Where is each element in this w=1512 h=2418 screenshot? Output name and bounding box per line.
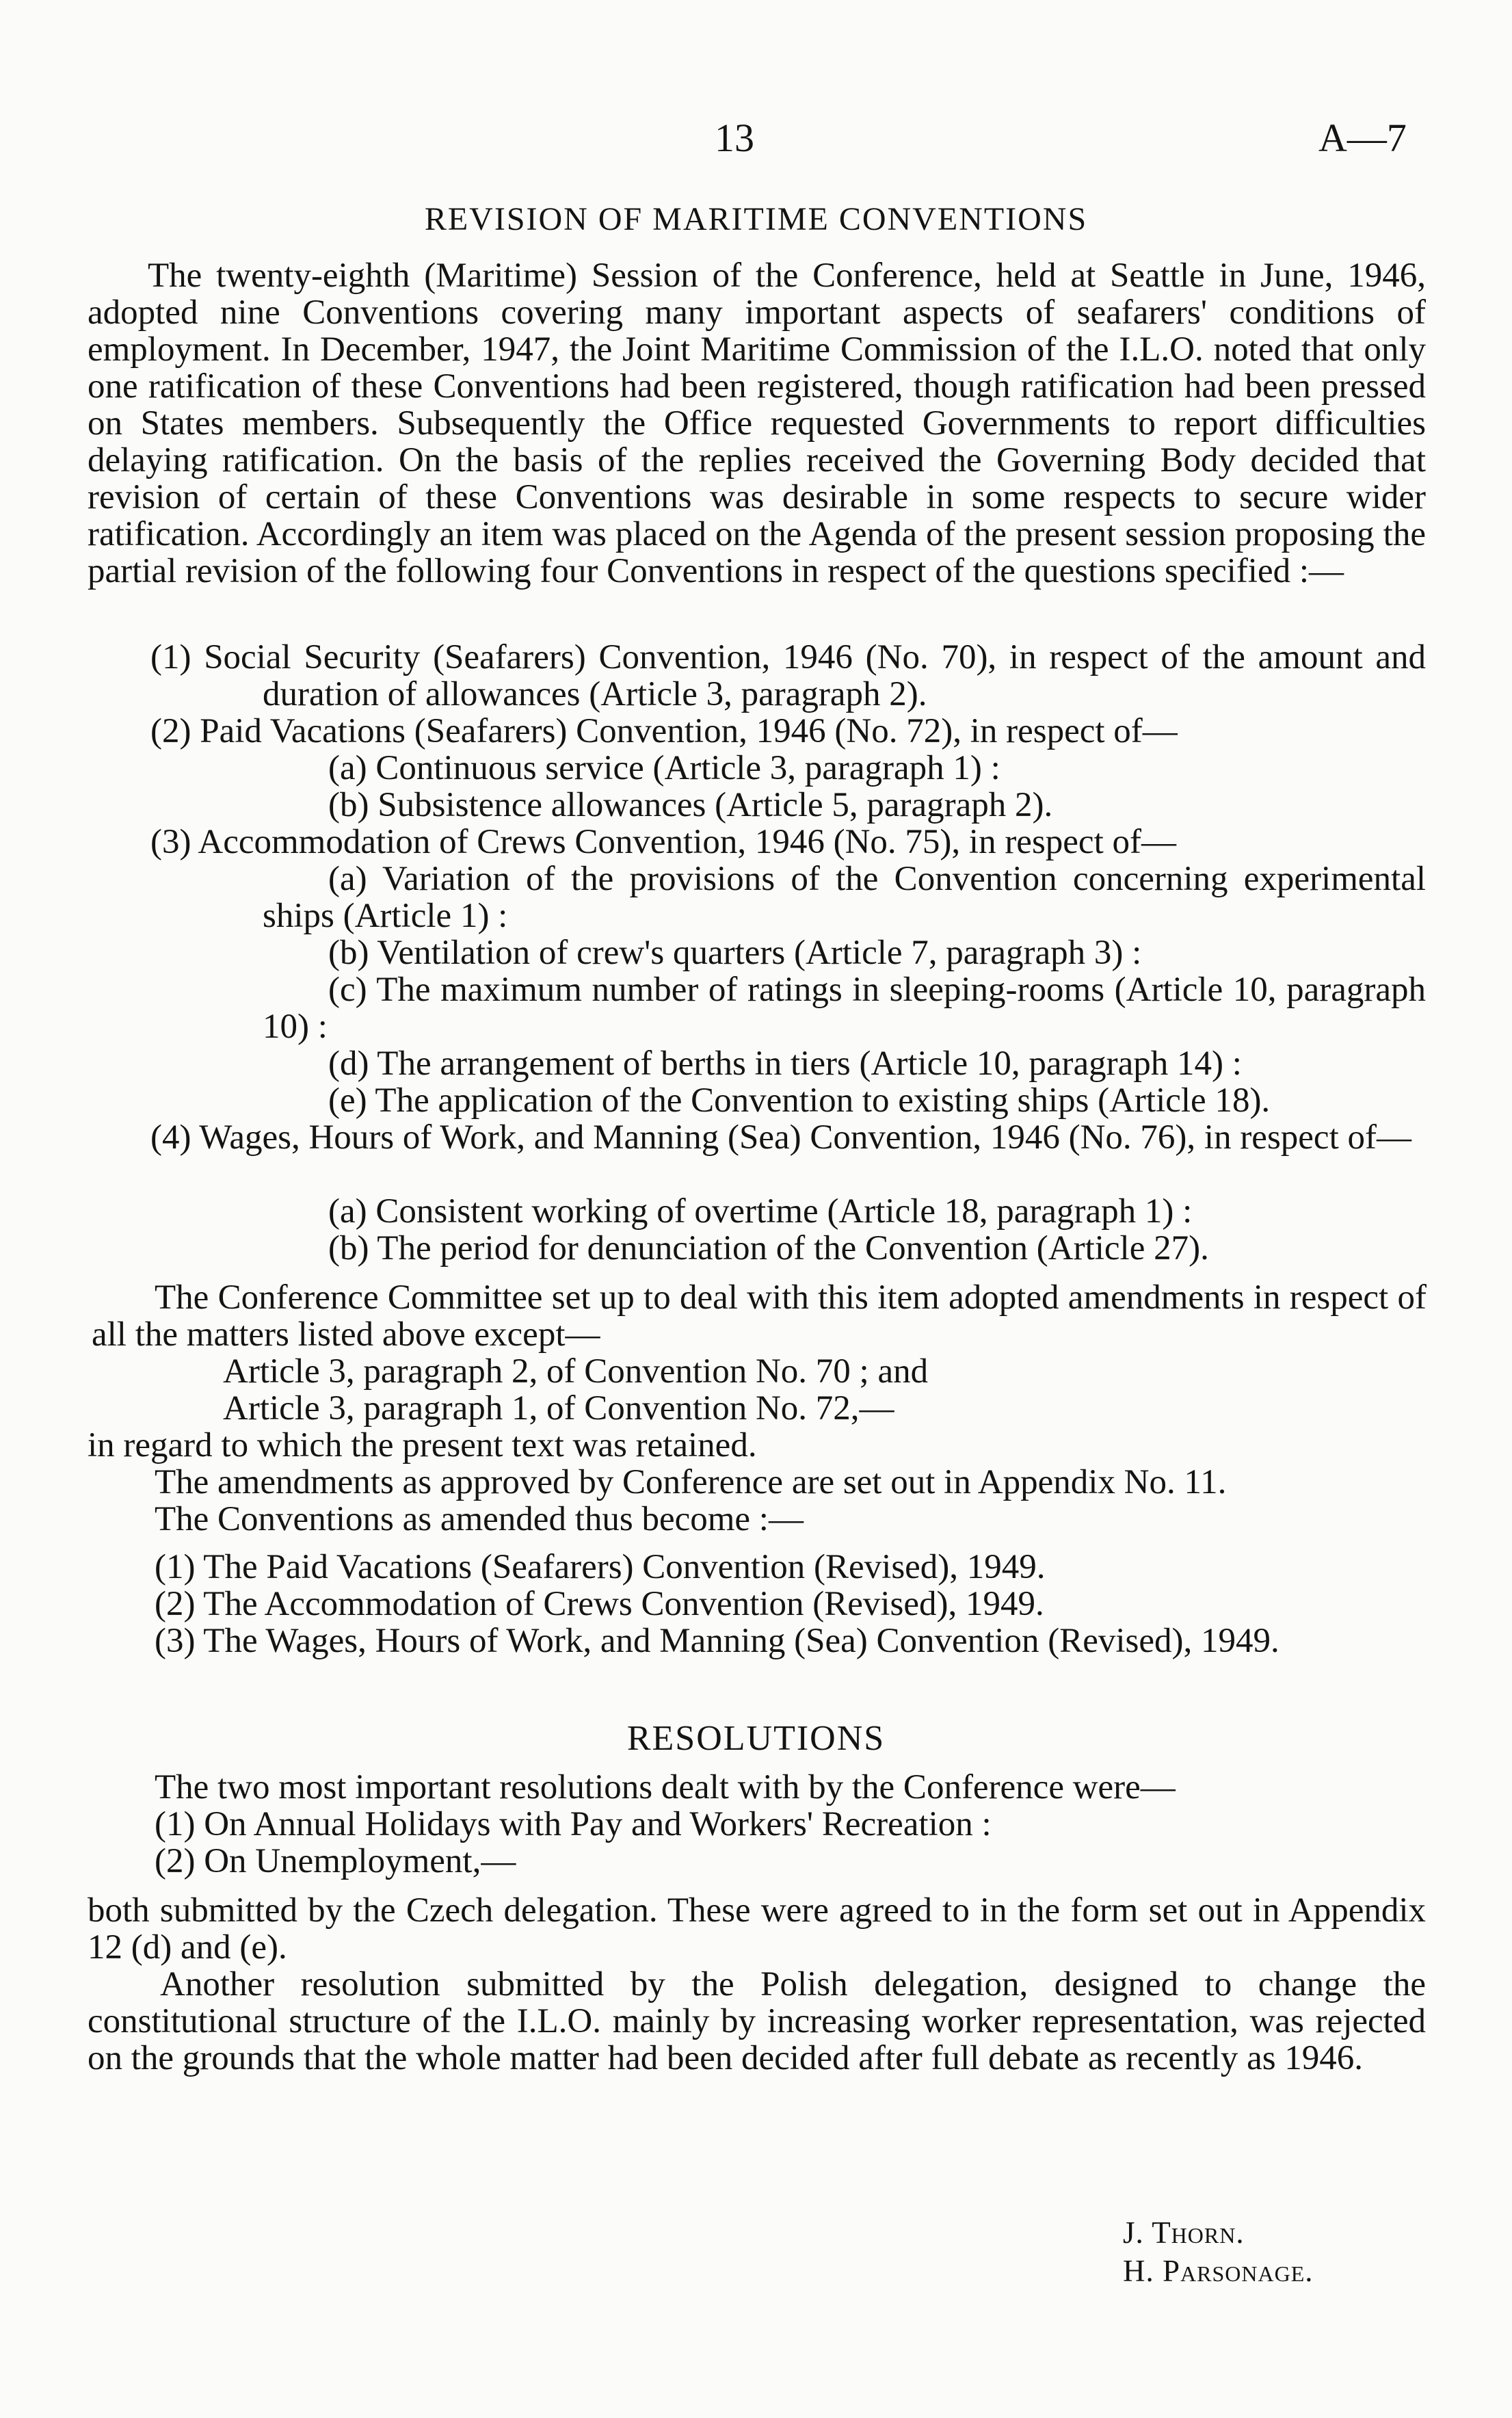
section-title-resolutions: RESOLUTIONS	[626, 1719, 886, 1758]
amendments-line: The amendments as approved by Conference are set out in Appendix No. 11.	[155, 1463, 1227, 1501]
convention-item-3d: (d) The arrangement of berths in tiers (Article 10, paragraph 14) :	[328, 1044, 1242, 1083]
submitted-paragraph: both submitted by the Czech delegation. These were agreed to in the form set out in Appendix 12 (d) and (e).	[88, 1891, 1426, 1967]
resolution-item-2: (2) On Unemployment,—	[155, 1842, 516, 1880]
convention-item-3c: (c) The maximum number of ratings in sleeping-rooms (Article 10, paragraph 10) :	[263, 971, 1426, 1046]
retained-line: in regard to which the present text was retained.	[88, 1426, 757, 1464]
convention-item-4a: (a) Consistent working of overtime (Article 18, paragraph 1) :	[328, 1192, 1193, 1231]
convention-item-3a: (a) Variation of the provisions of the Convention concerning experimental ships (Article 1) :	[263, 860, 1426, 935]
convention-item-2b: (b) Subsistence allowances (Article 5, paragraph 2).	[328, 786, 1053, 824]
convention-item-3b: (b) Ventilation of crew's quarters (Article 7, paragraph 3) :	[328, 934, 1142, 972]
convention-item-2: (2) Paid Vacations (Seafarers) Convention, 1946 (No. 72), in respect of—	[150, 712, 1178, 750]
convention-item-4: (4) Wages, Hours of Work, and Manning (Sea) Convention, 1946 (No. 76), in respect of—	[150, 1118, 1411, 1157]
resolutions-intro: The two most important resolutions dealt with by the Conference were—	[155, 1768, 1176, 1806]
convention-item-3e: (e) The application of the Convention to existing ships (Article 18).	[328, 1081, 1271, 1120]
signature-parsonage: H. Parsonage.	[1123, 2254, 1314, 2288]
exception-1: Article 3, paragraph 2, of Convention No. 70 ; and	[223, 1352, 929, 1391]
convention-item-4b: (b) The period for denunciation of the Convention (Article 27).	[328, 1229, 1209, 1267]
signature-thorn: J. Thorn.	[1123, 2216, 1245, 2250]
polish-resolution-paragraph: Another resolution submitted by the Polish delegation, designed to change the constitutional structure of the I.L.O. mainly by increasing worker representation, was rejected on the grounds that the whole matter had been decided after full debate as recently as 1946.	[88, 1965, 1426, 2077]
exception-2: Article 3, paragraph 1, of Convention No. 72,—	[223, 1389, 894, 1428]
convention-item-1: (1) Social Security (Seafarers) Convention, 1946 (No. 70), in respect of the amount and duration of allowances (Article 3, paragraph 2).	[150, 638, 1426, 713]
page-number: 13	[715, 116, 754, 160]
revised-convention-2: (2) The Accommodation of Crews Convention (Revised), 1949.	[155, 1585, 1044, 1623]
convention-item-2a: (a) Continuous service (Article 3, paragraph 1) :	[328, 749, 1000, 787]
document-code: A—7	[1318, 116, 1407, 160]
section-title-revision: REVISION OF MARITIME CONVENTIONS	[424, 201, 1088, 237]
become-line: The Conventions as amended thus become :—	[155, 1500, 804, 1538]
revised-convention-3: (3) The Wages, Hours of Work, and Manning (Sea) Convention (Revised), 1949.	[155, 1622, 1279, 1660]
intro-paragraph: The twenty-eighth (Maritime) Session of the Conference, held at Seattle in June, 1946, adopted nine Conventions covering many important aspects of seafarers' conditions of employment. In December, 1947, the Joint Maritime Commission of the I.L.O. noted that only one ratification of these Conventions had been registered, though ratification had been pressed on States members. Subsequently the Office requested Governments to report difficulties delaying ratification. On the basis of the replies received the Governing Body decided that revision of certain of these Conventions was desirable in some respects to secure wider ratification. Accordingly an item was placed on the Agenda of the present session proposing the partial revision of the following four Conventions in respect of the questions specified :—	[88, 257, 1426, 590]
convention-item-3: (3) Accommodation of Crews Convention, 1946 (No. 75), in respect of—	[150, 823, 1176, 861]
revised-convention-1: (1) The Paid Vacations (Seafarers) Convention (Revised), 1949.	[155, 1548, 1046, 1586]
resolution-item-1: (1) On Annual Holidays with Pay and Workers' Recreation :	[155, 1805, 992, 1843]
committee-paragraph: The Conference Committee set up to deal with this item adopted amendments in respect of all the matters listed above except—	[92, 1278, 1427, 1354]
